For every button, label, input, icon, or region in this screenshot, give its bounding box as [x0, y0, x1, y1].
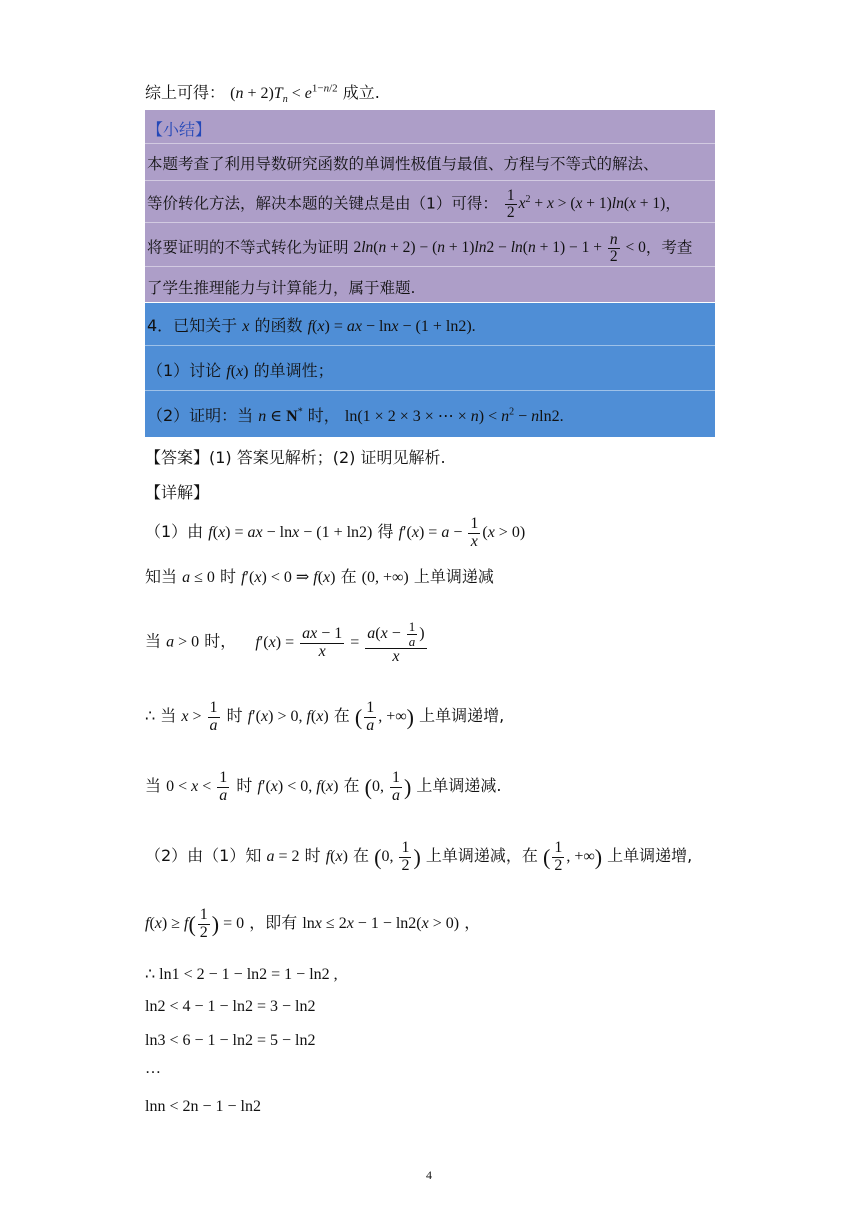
fx: f(x)	[226, 363, 249, 380]
summary-inequality-1: $\frac{1}{2}$ $x^2 + x > (x + 1)\ln(x + 1)$	[506, 187, 666, 222]
problem-l2-a: （1）讨论	[147, 361, 222, 380]
sol-line-3	[145, 620, 429, 666]
sol-1a: （1）由	[145, 521, 204, 541]
sol-line-2	[145, 564, 494, 587]
sol-3a: 当	[145, 631, 162, 651]
sol-line-11: …	[145, 1060, 161, 1077]
sol-7c: ，	[464, 912, 481, 932]
summary-line-1: 本题考查了利用导数研究函数的单调性极值与最值、方程与不等式的解法、	[147, 155, 659, 173]
problem-part-2	[147, 403, 564, 426]
interval-0-inf: (0, +∞)	[361, 569, 409, 586]
summary-line-3-text: 将要证明的不等式转化为证明	[147, 238, 349, 257]
sol-3-derivative: f′(x) = $\frac{ax - 1}{x}$ = a(x − $\frac{1}{a}$ ) x	[255, 619, 425, 666]
sol-1b: 得	[377, 521, 394, 541]
sol-5b: 时	[236, 775, 253, 795]
sol-line-10: ln3 < 6 − 1 − ln2 = 5 − ln2	[145, 1032, 316, 1049]
sol-2a: 知当	[145, 567, 178, 586]
problem-l3-b: 时，	[307, 406, 340, 425]
x-between: 0 < x < $\frac{1}{a}$	[166, 769, 228, 804]
conclusion-formula: $(n + 2)T_n < e^{1-n/2}$	[230, 82, 338, 106]
sol-4b: 时	[226, 705, 243, 725]
a-eq-2: a = 2	[266, 847, 300, 865]
problem-statement	[147, 313, 476, 336]
sol-line-5	[145, 770, 502, 805]
detail-title: 【详解】	[145, 483, 210, 502]
summary-line-2-text: 等价转化方法，解决本题的关键点是由（1）可得：	[147, 194, 498, 213]
a-le-0: a ≤ 0	[182, 569, 215, 586]
problem-l1-a: 4．已知关于	[147, 316, 238, 335]
sol-line-8: ∴ ln1 < 2 − 1 − ln2 = 1 − ln2 ,	[145, 966, 338, 983]
summary-line-3	[147, 232, 692, 266]
sol-6d: 上单调递减，在	[425, 845, 538, 865]
sol-2-implication: f′(x) < 0 ⇒ f(x)	[241, 569, 336, 586]
sol-2c: 在	[340, 567, 357, 586]
a-gt-0: a > 0	[166, 633, 200, 651]
conclusion-prefix: 综上可得：	[145, 83, 226, 102]
var-x: x	[242, 318, 250, 335]
answer-line: 【答案】(1) 答案见解析；(2) 证明见解析.	[145, 448, 446, 467]
sol-2b: 时	[219, 567, 236, 586]
summary-line-3-suffix: ，考查	[645, 238, 693, 257]
conclusion-line	[145, 80, 380, 105]
sol-4c: 在	[333, 705, 350, 725]
sol-7b: ，即有	[249, 912, 298, 932]
target-inequality: ln(1 × 2 × 3 × ⋯ × $n) < n^2 - nln2$.	[344, 406, 564, 425]
summary-line-4: 了学生推理能力与计算能力，属于难题.	[147, 279, 416, 297]
interval-1a-inf: ( $\frac{1}{a}$ , +∞)	[354, 699, 414, 734]
sol-line-12: lnn < 2n − 1 − ln2	[145, 1098, 261, 1115]
sol-5d: 上单调递减.	[416, 775, 502, 795]
interval-half-inf: ( $\frac{1}{2}$ , +∞)	[542, 839, 603, 874]
sol-2d: 上单调递减	[413, 567, 494, 586]
sol-5c: 在	[343, 775, 360, 795]
interval-0-1a: (0, $\frac{1}{a}$ )	[364, 769, 412, 804]
summary-line-2: 等价转化方法，解决本题的关键点是由（1）可得： $\frac{1}{2}$ $x^2 + x > (x + 1)\ln(x + 1)$，	[147, 187, 681, 222]
summary-inequality-2: 2ln(n + 2) − (n + 1)ln2 − ln(n + 1) − 1 + $\frac{n}{2}$ < 0	[353, 231, 646, 266]
f-ge-f-half: f(x) ≥ f( $\frac{1}{2}$ ) = 0	[145, 906, 245, 941]
sol-line-4	[145, 700, 504, 735]
sol-4-cond: f′(x) > 0, f(x)	[247, 707, 329, 725]
sol-line-1	[145, 516, 525, 551]
problem-part-1	[147, 358, 334, 381]
conclusion-suffix: 成立.	[342, 83, 380, 102]
problem-l2-b: 的单调性；	[253, 361, 334, 380]
sol-6e: 上单调递增,	[607, 845, 693, 865]
problem-l1-b: 的函数	[254, 316, 303, 335]
summary-title: 【小结】	[147, 120, 212, 139]
page-number: 4	[426, 1168, 432, 1182]
interval-0-half: (0, $\frac{1}{2}$ )	[374, 839, 421, 874]
sol-3b: 时，	[204, 631, 237, 651]
sol-line-9: ln2 < 4 − 1 − ln2 = 3 − ln2	[145, 998, 316, 1015]
sol-5-cond: f′(x) < 0, f(x)	[257, 777, 339, 795]
n-in-N: n ∈ N*	[258, 406, 303, 425]
fx-6: f(x)	[325, 847, 348, 865]
problem-l3-a: （2）证明：当	[147, 406, 254, 425]
sol-6c: 在	[353, 845, 370, 865]
sol-4d: 上单调递增,	[419, 705, 505, 725]
sol-6b: 时	[304, 845, 321, 865]
function-def: f(x) = ax − lnx − (1 + ln2).	[307, 318, 476, 335]
sol-line-7	[145, 907, 480, 942]
lnx-ineq: lnx ≤ 2x − 1 − ln2(x > 0)	[302, 914, 460, 932]
sol-4a: ∴ 当	[145, 705, 177, 725]
sol-1-derivative: f′(x) = a − $\frac{1}{x}$ (x > 0)	[398, 515, 526, 550]
sol-1-fx: f(x) = ax − lnx − (1 + ln2)	[208, 523, 373, 541]
sol-6a: （2）由（1）知	[145, 845, 262, 865]
sol-line-6	[145, 840, 692, 875]
sol-5a: 当	[145, 775, 162, 795]
x-gt-1a: x > $\frac{1}{a}$	[181, 699, 218, 734]
